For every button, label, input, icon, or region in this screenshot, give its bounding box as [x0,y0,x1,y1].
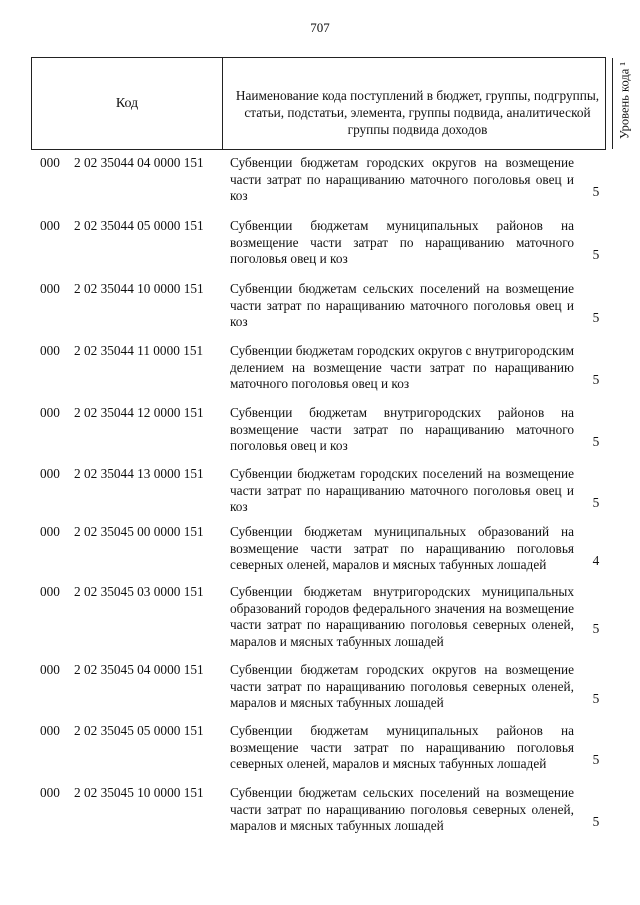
row-revenue-code: 2 02 35045 05 0000 151 [74,723,204,738]
row-admin-code: 000 [40,155,60,170]
row-description: Субвенции бюджетам городских поселений на возмещение части затрат по наращиванию маточного поголовья овец и коз [230,466,574,515]
row-revenue-code: 2 02 35044 13 0000 151 [74,466,204,481]
row-level: 5 [592,495,600,510]
row-admin-code: 000 [40,524,60,539]
header-code-cell [32,58,223,149]
row-level: 5 [592,691,600,706]
row-description: Субвенции бюджетам внутригородских районов на возмещение части затрат по наращиванию маточного поголовья овец и коз [230,405,574,454]
row-revenue-code: 2 02 35045 03 0000 151 [74,584,204,599]
row-revenue-code: 2 02 35044 05 0000 151 [74,218,204,233]
row-level: 5 [592,752,600,767]
page-number: 707 [310,20,330,35]
row-admin-code: 000 [40,466,60,481]
row-description: Субвенции бюджетам городских округов на возмещение части затрат по наращиванию поголовья северных оленей, маралов и мясных табунных лошадей [230,662,574,711]
row-revenue-code: 2 02 35044 04 0000 151 [74,155,204,170]
row-admin-code: 000 [40,405,60,420]
header-code-label: Код [115,96,139,111]
header-level-cell [613,58,637,149]
row-description: Субвенции бюджетам сельских поселений на возмещение части затрат по наращиванию поголовья северных оленей, маралов и мясных табунных лошадей [230,785,574,834]
table-header [31,57,632,150]
row-level: 5 [592,184,600,199]
header-name-cell [223,58,613,149]
row-description: Субвенции бюджетам сельских поселений на возмещение части затрат по наращиванию маточного поголовья овец и коз [230,281,574,330]
row-description: Субвенции бюджетам городских округов с внутригородским делением на возмещение части затрат по наращиванию маточного поголовья овец и коз [230,343,574,392]
row-level: 4 [592,553,600,568]
row-admin-code: 000 [40,662,60,677]
row-revenue-code: 2 02 35045 04 0000 151 [74,662,204,677]
row-admin-code: 000 [40,723,60,738]
row-revenue-code: 2 02 35045 10 0000 151 [74,785,204,800]
row-admin-code: 000 [40,343,60,358]
row-level: 5 [592,814,600,829]
row-admin-code: 000 [40,584,60,599]
row-admin-code: 000 [40,281,60,296]
header-name-label: Наименование кода поступлений в бюджет, группы, подгруппы, статьи, подстатьи, элемента, группы подвида, аналитической группы подвида доходов [235,88,600,137]
row-description: Субвенции бюджетам муниципальных районов на возмещение части затрат по наращиванию поголовья северных оленей, маралов и мясных табунных лошадей [230,723,574,772]
row-revenue-code: 2 02 35044 12 0000 151 [74,405,204,420]
row-description: Субвенции бюджетам муниципальных районов на возмещение части затрат по наращиванию маточного поголовья овец и коз [230,218,574,267]
header-level-label: Уровень кода ¹ [617,61,632,140]
row-level: 5 [592,310,600,325]
row-level: 5 [592,247,600,262]
row-admin-code: 000 [40,785,60,800]
row-admin-code: 000 [40,218,60,233]
row-level: 5 [592,434,600,449]
row-level: 5 [592,372,600,387]
row-revenue-code: 2 02 35044 10 0000 151 [74,281,204,296]
row-description: Субвенции бюджетам муниципальных образований на возмещение части затрат по наращиванию поголовья северных оленей, маралов и мясных табунных лошадей [230,524,574,573]
row-revenue-code: 2 02 35045 00 0000 151 [74,524,204,539]
row-revenue-code: 2 02 35044 11 0000 151 [74,343,204,358]
row-description: Субвенции бюджетам внутригородских муниципальных образований городов федерального значения на возмещение части затрат по наращиванию поголовья северных оленей, маралов и мясных табунных лошадей [230,584,574,650]
row-description: Субвенции бюджетам городских округов на возмещение части затрат по наращиванию маточного поголовья овец и коз [230,155,574,204]
row-level: 5 [592,621,600,636]
